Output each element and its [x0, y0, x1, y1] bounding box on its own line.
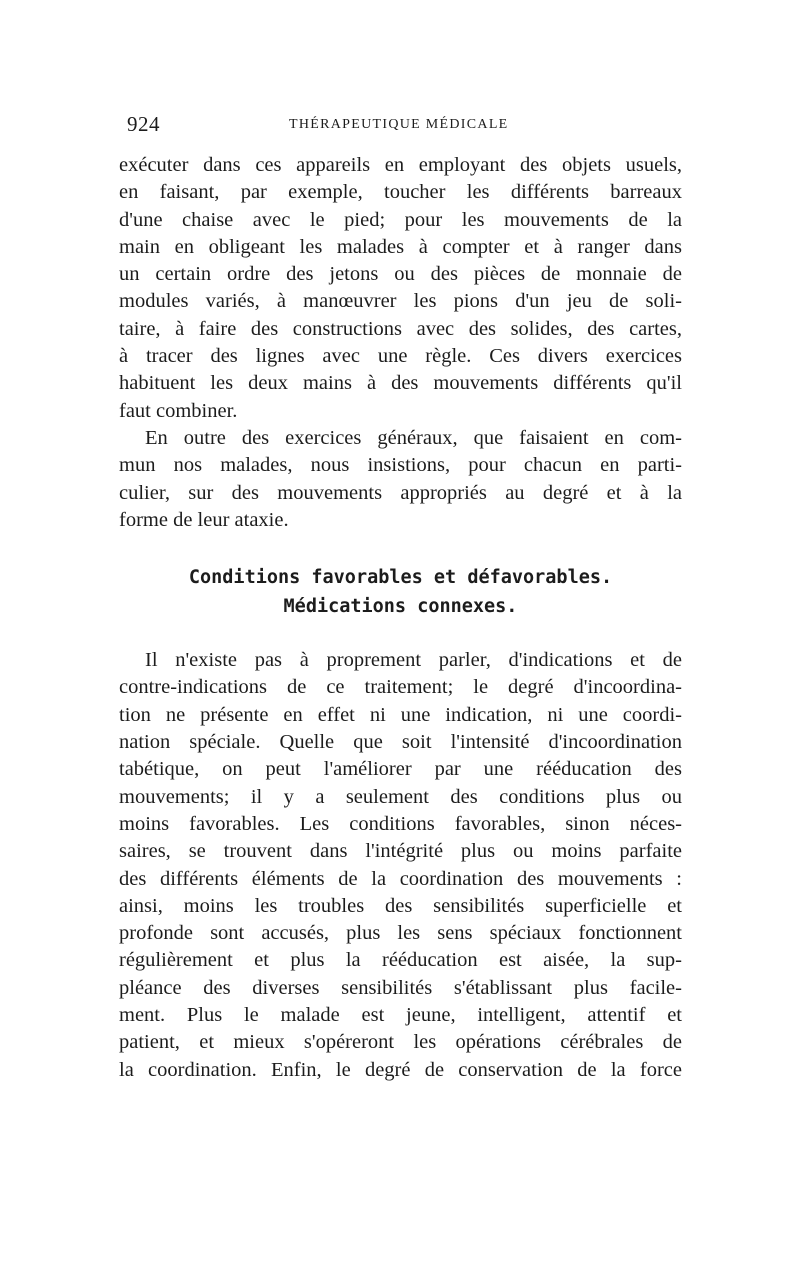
text-line: profonde sont accusés, plus les sens spéciaux fonctionnent [119, 922, 682, 945]
text-line: main en obligeant les malades à compter et à ranger dans [119, 235, 682, 258]
text-line: saires, se trouvent dans l'intégrité plus ou moins parfaite [119, 840, 682, 863]
text-line: mun nos malades, nous insistions, pour chacun en parti- [119, 454, 682, 477]
section-heading-line-1: Conditions favorables et défavorables. [188, 567, 613, 589]
section-heading [119, 563, 682, 621]
text-line: habituent les deux mains à des mouvements différents qu'il [119, 372, 682, 395]
running-header [119, 112, 682, 142]
text-line: faut combiner. [119, 399, 238, 422]
text-line: taire, à faire des constructions avec des solides, des cartes, [119, 317, 682, 340]
text-line: forme de leur ataxie. [119, 508, 289, 531]
text-line: En outre des exercices généraux, que faisaient en com- [145, 426, 682, 449]
text-line: mouvements; il y a seulement des conditions plus ou [119, 785, 682, 808]
body-text [119, 152, 682, 1084]
text-line: culier, sur des mouvements appropriés au degré et à la [119, 481, 682, 504]
text-line: à tracer des lignes avec une règle. Ces divers exercices [119, 345, 682, 368]
paragraph-3 [119, 647, 682, 1084]
book-page [119, 112, 682, 1084]
text-line: d'une chaise avec le pied; pour les mouvements de la [119, 208, 682, 231]
text-line: Il n'existe pas à proprement parler, d'indications et de [145, 649, 682, 672]
text-line: des différents éléments de la coordination des mouvements : [119, 867, 682, 890]
section-heading-line-2: Médications connexes. [283, 596, 518, 618]
text-line: un certain ordre des jetons ou des pièces de monnaie de [119, 263, 682, 286]
text-line: ainsi, moins les troubles des sensibilités superficielle et [119, 894, 682, 917]
text-line: en faisant, par exemple, toucher les différents barreaux [119, 181, 682, 204]
text-line: la coordination. Enfin, le degré de conservation de la force [119, 1058, 682, 1081]
text-line: exécuter dans ces appareils en employant des objets usuels, [119, 154, 682, 176]
text-line: modules variés, à manœuvrer les pions d'un jeu de soli- [119, 290, 682, 313]
text-line: tion ne présente en effet ni une indication, ni une coordi- [119, 703, 682, 726]
text-line: pléance des diverses sensibilités s'établissant plus facile- [119, 976, 682, 999]
text-line: tabétique, on peut l'améliorer par une rééducation des [119, 758, 682, 781]
page-number: 924 [127, 112, 160, 136]
text-line: ment. Plus le malade est jeune, intelligent, attentif et [119, 1004, 682, 1027]
text-line: régulièrement et plus la rééducation est aisée, la sup- [119, 949, 682, 972]
running-title: THÉRAPEUTIQUE MÉDICALE [289, 117, 509, 132]
paragraph-2 [119, 425, 682, 534]
text-line: patient, et mieux s'opéreront les opérations cérébrales de [119, 1031, 682, 1054]
text-line: nation spéciale. Quelle que soit l'intensité d'incoordination [119, 731, 682, 754]
text-line: moins favorables. Les conditions favorables, sinon néces- [119, 812, 682, 835]
paragraph-1 [119, 152, 682, 425]
text-line: contre-indications de ce traitement; le degré d'incoordina- [119, 676, 682, 699]
